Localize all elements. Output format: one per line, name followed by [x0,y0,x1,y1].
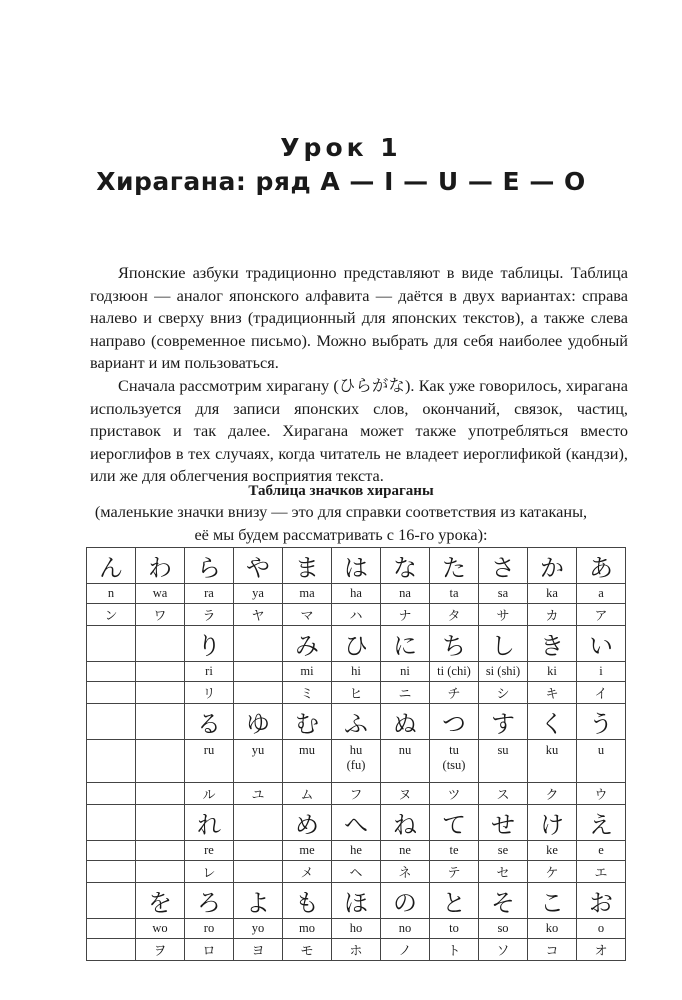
roma-cell: ni [381,662,430,682]
kana-cell [136,626,185,662]
kata-cell: レ [185,861,234,883]
roma-cell: ro [185,919,234,939]
kata-cell: フ [332,783,381,805]
roma-cell: o [577,919,626,939]
roma-cell: me [283,841,332,861]
kana-cell: し [479,626,528,662]
kana-cell [234,805,283,841]
kana-cell [234,626,283,662]
kata-cell: ヤ [234,604,283,626]
roma-cell: tu (tsu) [430,740,479,783]
kata-cell: ア [577,604,626,626]
kana-cell: い [577,626,626,662]
roma-cell: ne [381,841,430,861]
table-subtitle-line: (маленькие значки внизу — это для справки соответствия из катаканы, [94,502,588,521]
kana-cell: わ [136,548,185,584]
kana-cell: れ [185,805,234,841]
roma-cell: ko [528,919,577,939]
kata-cell: ミ [283,682,332,704]
kata-cell: ネ [381,861,430,883]
kana-cell: ち [430,626,479,662]
roma-cell: wo [136,919,185,939]
kata-cell: キ [528,682,577,704]
roma-cell: ha [332,584,381,604]
roma-cell: i [577,662,626,682]
kana-cell: の [381,883,430,919]
kana-cell: ぬ [381,704,430,740]
kana-cell: こ [528,883,577,919]
kana-cell: つ [430,704,479,740]
roma-cell: hi [332,662,381,682]
kata-cell [234,861,283,883]
kana-cell: よ [234,883,283,919]
roma-cell [87,740,136,783]
roma-cell: u [577,740,626,783]
kata-cell [87,682,136,704]
roma-cell: ti (chi) [430,662,479,682]
kana-cell: な [381,548,430,584]
kata-cell: ヘ [332,861,381,883]
kana-cell: た [430,548,479,584]
roma-cell: mo [283,919,332,939]
roma-cell: re [185,841,234,861]
roma-cell [136,841,185,861]
hiragana-table [86,547,626,961]
kata-cell [136,783,185,805]
kana-cell: は [332,548,381,584]
table-row-kana [87,626,626,662]
roma-cell: ka [528,584,577,604]
kata-cell: ク [528,783,577,805]
kana-cell: ほ [332,883,381,919]
kata-cell: コ [528,939,577,961]
kana-cell: き [528,626,577,662]
table-subtitle-line: её мы будем рассматривать с 16-го урока): [194,524,488,544]
kana-cell: や [234,548,283,584]
roma-cell: su [479,740,528,783]
table-row-kata [87,682,626,704]
paragraph: Японские азбуки традиционно представляют в виде таблицы. Таблица годзюон — аналог японского алфавита — даётся в двух вариантах: справа налево и сверху вниз (традиционный для японских текстов), а также слева направо (современное письмо). Можно выбрать для себя наиболее удобный вариант и им пользоваться. [90,263,628,373]
kana-cell [136,805,185,841]
kana-cell: に [381,626,430,662]
table-row-kana [87,883,626,919]
kata-cell: タ [430,604,479,626]
roma-cell: no [381,919,430,939]
roma-cell: wa [136,584,185,604]
roma-cell [87,841,136,861]
kata-cell: ヌ [381,783,430,805]
kata-cell: リ [185,682,234,704]
kata-cell: テ [430,861,479,883]
roma-cell: he [332,841,381,861]
kata-cell: サ [479,604,528,626]
kana-cell [136,704,185,740]
roma-cell: ke [528,841,577,861]
table-row-kana [87,805,626,841]
roma-cell: ku [528,740,577,783]
kata-cell: ケ [528,861,577,883]
roma-cell: ya [234,584,283,604]
roma-cell: yo [234,919,283,939]
kata-cell [87,939,136,961]
table-row-roma [87,740,626,783]
roma-cell: ra [185,584,234,604]
kata-cell: ツ [430,783,479,805]
kata-cell: ハ [332,604,381,626]
kana-cell: る [185,704,234,740]
roma-cell: e [577,841,626,861]
kata-cell [87,783,136,805]
kata-cell: モ [283,939,332,961]
roma-cell: mu [283,740,332,783]
table-row-roma [87,841,626,861]
kana-cell [87,704,136,740]
table-row-kata [87,604,626,626]
kana-cell: へ [332,805,381,841]
kata-cell: ン [87,604,136,626]
kana-cell: ま [283,548,332,584]
kata-cell: ワ [136,604,185,626]
table-subtitle [0,501,682,546]
kata-cell: ム [283,783,332,805]
roma-cell [136,662,185,682]
kata-cell: ヒ [332,682,381,704]
table-row-roma [87,662,626,682]
lesson-title: Хирагана: ряд A — I — U — E — O [96,167,586,196]
roma-cell: nu [381,740,430,783]
kana-cell: り [185,626,234,662]
roma-cell [87,919,136,939]
kata-cell: カ [528,604,577,626]
kata-cell: ナ [381,604,430,626]
kana-cell [87,805,136,841]
kana-cell: と [430,883,479,919]
roma-cell: to [430,919,479,939]
kana-cell: せ [479,805,528,841]
kata-cell [87,861,136,883]
roma-cell: mi [283,662,332,682]
kana-cell: お [577,883,626,919]
kana-cell: て [430,805,479,841]
roma-cell: hu (fu) [332,740,381,783]
kana-cell: み [283,626,332,662]
kana-cell: う [577,704,626,740]
kata-cell: セ [479,861,528,883]
roma-cell: ru [185,740,234,783]
roma-cell: a [577,584,626,604]
kata-cell: ウ [577,783,626,805]
kana-cell: を [136,883,185,919]
kata-cell: ヲ [136,939,185,961]
lesson-number: Урок 1 [280,133,402,162]
kana-cell: ゆ [234,704,283,740]
roma-cell: na [381,584,430,604]
kana-cell: け [528,805,577,841]
kana-cell: さ [479,548,528,584]
kana-cell: ひ [332,626,381,662]
kata-cell: ホ [332,939,381,961]
kata-cell: ニ [381,682,430,704]
kata-cell: メ [283,861,332,883]
roma-cell: si (shi) [479,662,528,682]
roma-cell: so [479,919,528,939]
roma-cell: se [479,841,528,861]
roma-cell: te [430,841,479,861]
kata-cell [136,861,185,883]
roma-cell [234,662,283,682]
table-row-kata [87,939,626,961]
paragraph: Сначала рассмотрим хирагану (ひらがな). Как уже говорилось, хирагана используется для записи японских слов, окончаний, связок, частиц, приставок и так далее. Хирагана может также употребляться вместо иероглифов в тех случаях, когда читатель не владеет иероглификой (кандзи), или же для облегчения восприятия текста. [90,375,628,486]
kata-cell: ト [430,939,479,961]
roma-cell: ma [283,584,332,604]
kana-cell: そ [479,883,528,919]
kana-cell: え [577,805,626,841]
kana-cell: め [283,805,332,841]
roma-cell [136,740,185,783]
table-row-kana [87,704,626,740]
table-row-roma [87,919,626,939]
kana-cell: ら [185,548,234,584]
kata-cell: シ [479,682,528,704]
kana-cell: ん [87,548,136,584]
kana-cell: す [479,704,528,740]
table-row-kata [87,861,626,883]
table-row-kana [87,548,626,584]
kata-cell: ロ [185,939,234,961]
roma-cell: ta [430,584,479,604]
kata-cell [234,682,283,704]
roma-cell: sa [479,584,528,604]
kata-cell: ヨ [234,939,283,961]
kata-cell: ス [479,783,528,805]
kana-cell: む [283,704,332,740]
kata-cell: ノ [381,939,430,961]
kana-cell: ね [381,805,430,841]
table-row-roma [87,584,626,604]
kana-cell [87,626,136,662]
roma-cell [87,662,136,682]
roma-cell: yu [234,740,283,783]
kata-cell [136,682,185,704]
kata-cell: ソ [479,939,528,961]
body-text [90,262,628,488]
kata-cell: マ [283,604,332,626]
table-title: Таблица значков хираганы [248,483,434,499]
kana-cell: も [283,883,332,919]
kata-cell: オ [577,939,626,961]
table-row-kata [87,783,626,805]
roma-cell: ki [528,662,577,682]
kata-cell: ラ [185,604,234,626]
roma-cell: ri [185,662,234,682]
kata-cell: ル [185,783,234,805]
kata-cell: イ [577,682,626,704]
kana-cell: か [528,548,577,584]
roma-cell: n [87,584,136,604]
kana-cell: ろ [185,883,234,919]
roma-cell [234,841,283,861]
kana-cell: く [528,704,577,740]
kana-cell [87,883,136,919]
kata-cell: エ [577,861,626,883]
kata-cell: ユ [234,783,283,805]
kata-cell: チ [430,682,479,704]
kana-cell: あ [577,548,626,584]
kana-cell: ふ [332,704,381,740]
roma-cell: ho [332,919,381,939]
